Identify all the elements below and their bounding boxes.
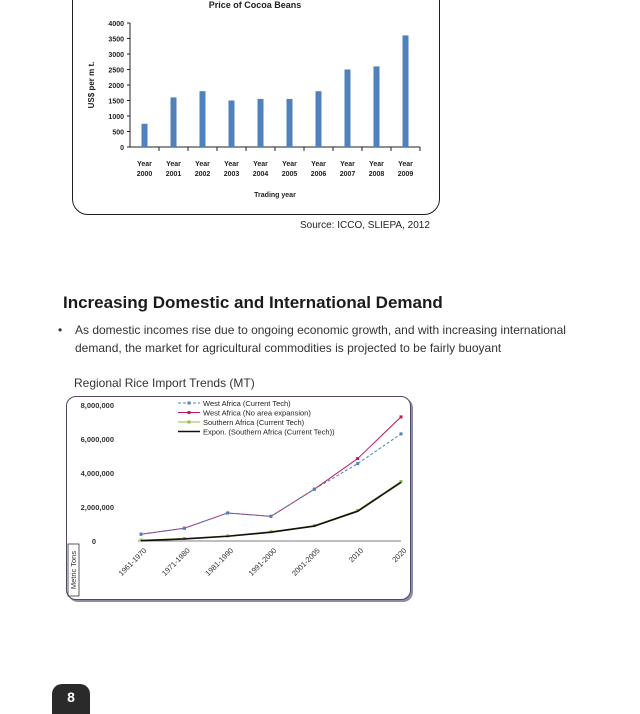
y-tick-label: 2500 bbox=[108, 67, 124, 75]
x-tick-label-year: 2006 bbox=[310, 171, 327, 178]
x-tick-label-word: Year bbox=[311, 161, 326, 168]
y-tick-label: 500 bbox=[112, 129, 124, 137]
chart-title: Price of Cocoa Beans bbox=[208, 0, 302, 10]
x-tick-label-word: Year bbox=[166, 161, 181, 168]
x-tick-label-year: 2005 bbox=[281, 171, 298, 178]
legend-label: West Africa (No area expansion) bbox=[203, 408, 311, 418]
bar bbox=[374, 66, 380, 147]
legend-label: Southern Africa (Current Tech) bbox=[203, 418, 305, 427]
x-tick-label-year: 2009 bbox=[397, 171, 414, 178]
x-tick-label-word: Year bbox=[398, 161, 413, 168]
x-tick-label-year: 2002 bbox=[194, 171, 211, 178]
series-point bbox=[400, 415, 403, 418]
legend-marker bbox=[188, 402, 191, 405]
cocoa-source-note: Source: ICCO, SLIEPA, 2012 bbox=[300, 220, 430, 231]
x-tick-label-word: Year bbox=[195, 161, 210, 168]
series-point bbox=[356, 457, 359, 460]
bar bbox=[403, 35, 409, 147]
series-line bbox=[141, 434, 401, 534]
x-tick-label-word: Year bbox=[253, 161, 268, 168]
x-tick-label-year: 2003 bbox=[223, 171, 240, 178]
x-tick-label: 1971-1980 bbox=[160, 546, 192, 578]
x-tick-label: 1981-1990 bbox=[203, 546, 236, 578]
x-tick-label-year: 2001 bbox=[165, 171, 182, 178]
x-tick-label-word: Year bbox=[369, 161, 384, 168]
demand-bullet bbox=[58, 321, 598, 357]
x-tick-label: 2001-2005 bbox=[290, 546, 322, 578]
bar bbox=[345, 70, 351, 148]
x-tick-label-year: 2004 bbox=[252, 171, 269, 178]
cocoa-price-chart bbox=[72, 0, 440, 215]
y-tick-label: 2,000,000 bbox=[80, 503, 114, 512]
y-tick-label: 1500 bbox=[108, 98, 124, 106]
page-number-tab: 8 bbox=[52, 684, 90, 714]
series-point bbox=[400, 432, 403, 435]
bar bbox=[142, 124, 148, 147]
x-tick-label-year: 2008 bbox=[368, 171, 385, 178]
bar bbox=[229, 101, 235, 148]
section-heading: Increasing Domestic and International Demand bbox=[63, 293, 443, 312]
y-tick-label: 1000 bbox=[108, 114, 124, 121]
rice-chart-label: Regional Rice Import Trends (MT) bbox=[74, 376, 255, 390]
legend-label: West Africa (Current Tech) bbox=[203, 399, 291, 408]
y-tick-label: 2000 bbox=[108, 83, 124, 90]
x-tick-label-year: 2000 bbox=[136, 171, 153, 178]
y-tick-label: 3000 bbox=[108, 52, 124, 59]
series-point bbox=[313, 488, 316, 491]
x-tick-label-word: Year bbox=[282, 161, 297, 168]
legend-marker bbox=[188, 411, 191, 414]
x-tick-label: 1961-1970 bbox=[116, 546, 149, 578]
rice-import-chart bbox=[66, 396, 411, 600]
y-tick-label: 0 bbox=[91, 537, 96, 546]
series-point bbox=[183, 527, 186, 530]
y-tick-label: 0 bbox=[120, 145, 124, 152]
y-axis-label: Metric Tons bbox=[69, 550, 78, 590]
series-line bbox=[141, 482, 401, 540]
x-tick-label-word: Year bbox=[137, 161, 152, 168]
x-tick-label: 1991-2000 bbox=[246, 546, 279, 578]
series-point bbox=[140, 533, 143, 536]
bar bbox=[316, 91, 322, 147]
x-axis-label: Trading year bbox=[254, 192, 296, 199]
y-tick-label: 8,000,000 bbox=[80, 401, 114, 410]
bar bbox=[171, 97, 177, 147]
x-tick-label: 2020 bbox=[390, 546, 409, 565]
bullet-marker: • bbox=[58, 323, 63, 337]
bar bbox=[287, 99, 293, 147]
y-tick-label: 6,000,000 bbox=[80, 435, 114, 444]
y-tick-label: 4,000,000 bbox=[80, 469, 114, 478]
bar bbox=[258, 99, 264, 147]
y-tick-label: 3500 bbox=[108, 36, 124, 44]
series-point bbox=[356, 462, 359, 465]
bullet-text: As domestic incomes rise due to ongoing economic growth, and with increasing international demand, the market for agricultural commodities is projected to be fairly buoyant bbox=[75, 323, 566, 355]
legend-marker bbox=[188, 421, 191, 424]
series-point bbox=[270, 515, 273, 518]
x-tick-label-year: 2007 bbox=[339, 171, 356, 178]
series-point bbox=[226, 511, 229, 514]
x-tick-label-word: Year bbox=[340, 161, 355, 168]
y-tick-label: 4000 bbox=[108, 21, 124, 28]
y-axis-label: US$ per m t. bbox=[87, 61, 96, 109]
bar bbox=[200, 91, 206, 147]
legend-label: Expon. (Southern Africa (Current Tech)) bbox=[203, 427, 335, 437]
x-tick-label: 2010 bbox=[346, 546, 366, 565]
x-tick-label-word: Year bbox=[224, 161, 239, 168]
